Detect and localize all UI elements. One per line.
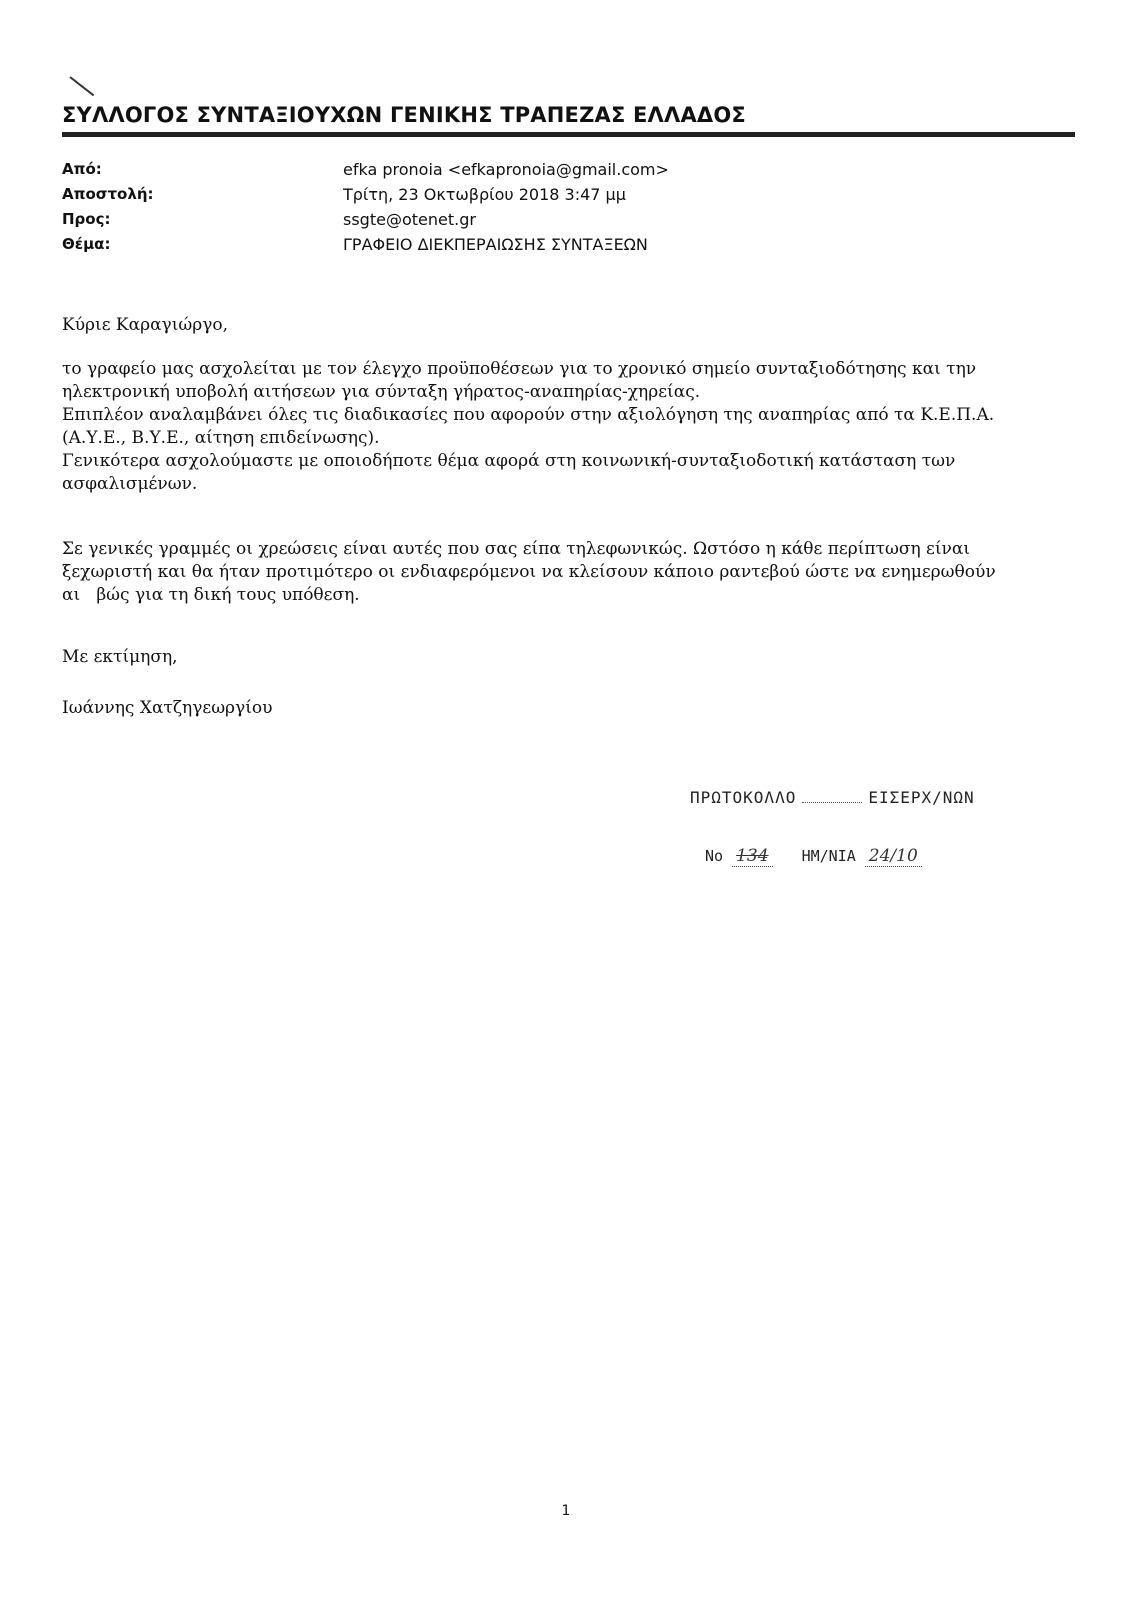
sent-label: Αποστολή: (62, 185, 154, 203)
text-line: Σε γενικές γραμμές οι χρεώσεις είναι αυτές που σας είπα τηλεφωνικώς. Ωστόσο η κάθε περίπτωση είναι (62, 539, 970, 559)
paragraph-charges (62, 538, 1072, 607)
text-line: ασφαλισμένων. (62, 474, 198, 494)
date-label: ΗΜ/ΝΙΑ (801, 847, 856, 865)
organization-title: ΣΥΛΛΟΓΟΣ ΣΥΝΤΑΞΙΟΥΧΩΝ ΓΕΝΙΚΗΣ ΤΡΑΠΕΖΑΣ ΕΛΛΑΔΟΣ (62, 103, 746, 127)
closing-text: Με εκτίμηση, (62, 647, 178, 667)
salutation-text: Κύριε Καραγιώργο, (62, 315, 229, 335)
text-line: (Α.Υ.Ε., Β.Υ.Ε., αίτηση επιδείνωσης). (62, 428, 380, 448)
from-row (62, 160, 1062, 185)
to-value: ssgte@otenet.gr (343, 210, 476, 229)
page-number: 1 (561, 1503, 571, 1519)
to-row (62, 210, 1062, 235)
subject-row (62, 235, 1062, 260)
text-line: το γραφείο μας ασχολείται με τον έλεγχο προϋποθέσεων για το χρονικό σημείο συνταξιοδότησης και την (62, 359, 977, 379)
signature (62, 697, 1072, 720)
protocol-label: ΠΡΩΤΟΚΟΛΛΟ (690, 788, 797, 807)
sent-value: Τρίτη, 23 Οκτωβρίου 2018 3:47 μμ (343, 185, 626, 204)
title-divider (62, 132, 1075, 137)
salutation (62, 314, 1072, 337)
stamp-details (705, 846, 922, 866)
direction-label: ΕΙΣΕΡΧ/ΝΩΝ (868, 788, 975, 807)
text-line: αι βώς για τη δική τους υπόθεση. (62, 585, 360, 605)
from-label: Από: (62, 160, 102, 178)
sent-row (62, 185, 1062, 210)
subject-value: ΓΡΑΦΕΙΟ ΔΙΕΚΠΕΡΑΙΩΣΗΣ ΣΥΝΤΑΞΕΩΝ (343, 235, 648, 254)
signature-name: Ιωάννης Χατζηγεωργίου (62, 698, 273, 718)
stamp-header (690, 788, 975, 807)
subject-label: Θέμα: (62, 235, 111, 253)
text-line: ξεχωριστή και θα ήταν προτιμότερο οι ενδιαφερόμενοι να κλείσουν κάποιο ραντεβού ώστε να ενημερωθούν (62, 562, 996, 582)
text-line: Γενικότερα ασχολούμαστε με οποιοδήποτε θέμα αφορά στη κοινωνική-συνταξιοδοτική κατάσταση των (62, 451, 956, 471)
number-value: 134 (732, 846, 772, 867)
email-header (62, 160, 1062, 260)
from-value: efka pronoia <efkapronoia@gmail.com> (343, 160, 669, 179)
closing (62, 646, 1072, 669)
paragraph-services (62, 358, 1072, 496)
to-label: Προς: (62, 210, 111, 228)
scan-mark (69, 76, 94, 96)
stamp-dots (802, 802, 862, 803)
date-value: 24/10 (865, 846, 922, 867)
text-line: ηλεκτρονική υποβολή αιτήσεων για σύνταξη γήρατος-αναπηρίας-χηρείας. (62, 382, 701, 402)
text-line: Επιπλέον αναλαμβάνει όλες τις διαδικασίες που αφορούν στην αξιολόγηση της αναπηρίας από τα Κ.Ε.Π.Α. (62, 405, 995, 425)
number-label: Νο (705, 847, 724, 865)
